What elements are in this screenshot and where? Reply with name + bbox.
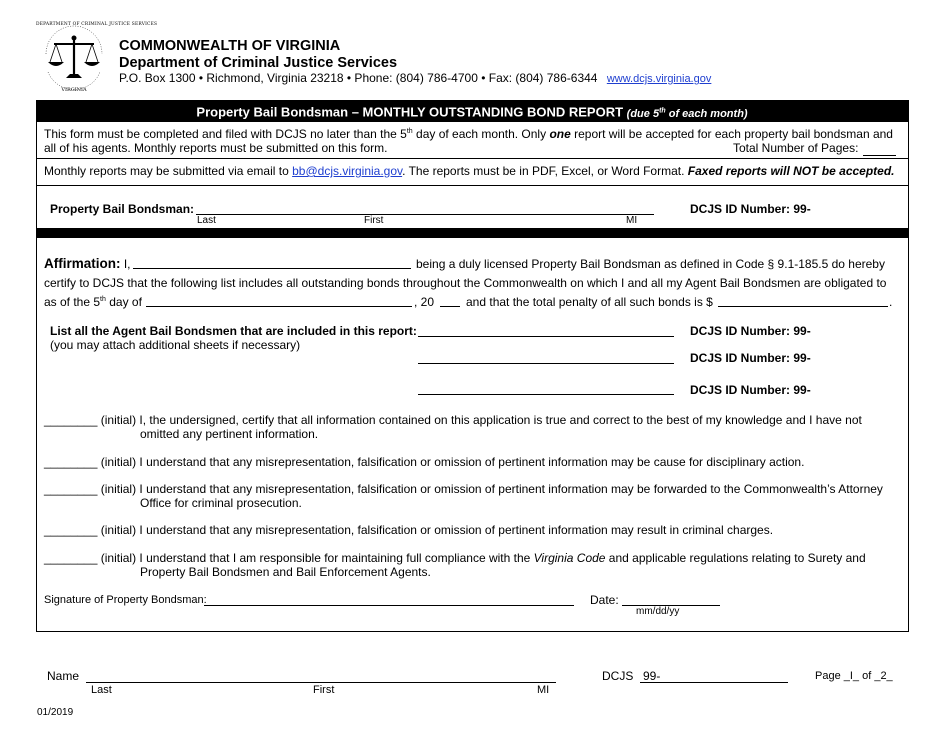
initial-blank[interactable]: ________ [44, 413, 98, 427]
affirmation-line-3-post: and that the total penalty of all such bonds is $ [466, 295, 713, 309]
email-link[interactable]: bb@dcjs.virginia.gov [292, 164, 403, 178]
initial-item-1 [44, 413, 862, 427]
total-pages-label: Total Number of Pages: [733, 141, 859, 155]
affirmation-label: Affirmation: [44, 256, 121, 271]
title-due: (due 5th of each month) [626, 107, 748, 120]
agent-dcjs-label-3: DCJS ID Number: 99- [690, 383, 811, 397]
agent-name-field-1[interactable] [418, 336, 674, 337]
agent-name-field-3[interactable] [418, 394, 674, 395]
initial-blank[interactable]: ________ [44, 482, 98, 496]
org-name: COMMONWEALTH OF VIRGINIA [119, 38, 341, 54]
initial-item-5 [44, 551, 866, 565]
initial-prefix: (initial) [100, 482, 137, 496]
date-label: Date: [590, 593, 619, 607]
footer-page-number: Page _I_ of _2_ [815, 670, 893, 682]
footer-last-label: Last [91, 684, 112, 696]
initial-blank[interactable]: ________ [44, 551, 98, 565]
website-link[interactable]: www.dcjs.virginia.gov [606, 73, 712, 85]
affirmant-name-field[interactable] [133, 268, 411, 269]
bondsman-mi-label: MI [626, 215, 638, 226]
affirmation-line-1: Affirmation: I, [44, 256, 131, 271]
initial-prefix: (initial) [100, 455, 137, 469]
signature-label: Signature of Property Bondsman: [44, 594, 207, 606]
total-pages-field[interactable] [863, 155, 896, 156]
year-field[interactable] [440, 306, 460, 307]
footer-form-date: 01/2019 [37, 707, 74, 718]
initial-item-5-cont: Property Bail Bondsmen and Bail Enforcement Agents. [140, 565, 431, 579]
initial-text: I understand that any misrepresentation, falsification or omission of pertinent information may result in criminal charges. [139, 523, 774, 537]
agent-dcjs-label-2: DCJS ID Number: 99- [690, 351, 811, 365]
footer-mi-label: MI [537, 684, 550, 696]
intro-line-1: This form must be completed and filed with DCJS no later than the 5th day of each month. Only one report will be accepted for each property bail bondsman and [44, 127, 893, 141]
title-main: Property Bail Bondsman – MONTHLY OUTSTANDING BOND REPORT [196, 104, 624, 120]
initial-item-2 [44, 455, 804, 469]
affirmation-line-1-post: being a duly licensed Property Bail Bondsman as defined in Code § 9.1-185.5 do hereby [416, 257, 885, 271]
intro-line-2: all of his agents. Monthly reports must be submitted on this form. [44, 141, 388, 155]
initial-blank[interactable]: ________ [44, 523, 98, 537]
faxed-warning: Faxed reports will NOT be accepted. [687, 164, 895, 178]
title-bar [36, 100, 908, 122]
bondsman-last-label: Last [197, 215, 216, 226]
initial-item-1-cont: omitted any pertinent information. [140, 427, 319, 441]
footer-name-field[interactable] [86, 682, 556, 683]
signature-field[interactable] [204, 605, 574, 606]
footer-dcjs-prefix: 99- [643, 669, 661, 683]
initial-item-4 [44, 523, 773, 537]
affirmation-line-3-pre: as of the 5th day of [44, 295, 142, 309]
address-line [119, 71, 711, 85]
email-divider [36, 185, 908, 186]
initial-item-3 [44, 482, 883, 496]
address-text: P.O. Box 1300 • Richmond, Virginia 23218 • Phone: (804) 786-4700 • Fax: (804) 786-6344 [119, 71, 598, 85]
initial-text: I, the undersigned, certify that all information contained on this application is true and correct to the best of my knowledge and I have not [139, 413, 862, 427]
date-hint: mm/dd/yy [636, 606, 680, 617]
intro-divider [36, 158, 908, 159]
affirmation-line-2: certify to DCJS that the following list includes all outstanding bonds throughout the Commonwealth on which I and all my Agent Bail Bondsmen are obligated to [44, 276, 887, 290]
footer-first-label: First [313, 684, 335, 696]
initial-blank[interactable]: ________ [44, 455, 98, 469]
initial-text: I understand that any misrepresentation, falsification or omission of pertinent information may be cause for disciplinary action. [139, 455, 805, 469]
affirmation-line-3-end: . [889, 295, 893, 309]
initial-prefix: (initial) [100, 551, 137, 565]
bondsman-label: Property Bail Bondsman: [50, 202, 195, 216]
footer-name-label: Name [47, 669, 80, 683]
seal-ring-text: DEPARTMENT OF CRIMINAL JUSTICE SERVICES [36, 22, 158, 27]
agents-label: List all the Agent Bail Bondsmen that are included in this report: [50, 324, 417, 338]
initial-text: I understand that any misrepresentation, falsification or omission of pertinent information may be forwarded to the Commonwealth’s Attorney [139, 482, 883, 496]
bondsman-name-field[interactable] [196, 214, 654, 215]
bondsman-dcjs-label: DCJS ID Number: 99- [690, 202, 811, 216]
affirmation-year-label: , 20 [414, 295, 435, 309]
initial-prefix: (initial) [100, 523, 137, 537]
agent-dcjs-label-1: DCJS ID Number: 99- [690, 324, 811, 338]
agents-note: (you may attach additional sheets if necessary) [50, 338, 301, 352]
initial-item-3-cont: Office for criminal prosecution. [140, 496, 302, 510]
section-bar [36, 228, 908, 238]
email-line: Monthly reports may be submitted via email to bb@dcjs.virginia.gov. The reports must be in PDF, Excel, or Word Format. Faxed reports will NOT be accepted. [44, 164, 895, 178]
footer-dcjs-field[interactable] [640, 682, 788, 683]
dept-name: Department of Criminal Justice Services [119, 55, 398, 71]
bondsman-first-label: First [364, 215, 384, 226]
agent-name-field-2[interactable] [418, 363, 674, 364]
initial-text: I understand that I am responsible for maintaining full compliance with the Virginia Code and applicable regulations relating to Surety and [139, 551, 866, 565]
total-penalty-field[interactable] [718, 306, 888, 307]
seal-state-text: VIRGINIA [61, 87, 87, 93]
as-of-day-field[interactable] [146, 306, 412, 307]
form-title [36, 100, 908, 125]
initial-prefix: (initial) [100, 413, 137, 427]
dcjs-seal [36, 22, 158, 96]
footer-dcjs-label: DCJS [602, 669, 634, 683]
